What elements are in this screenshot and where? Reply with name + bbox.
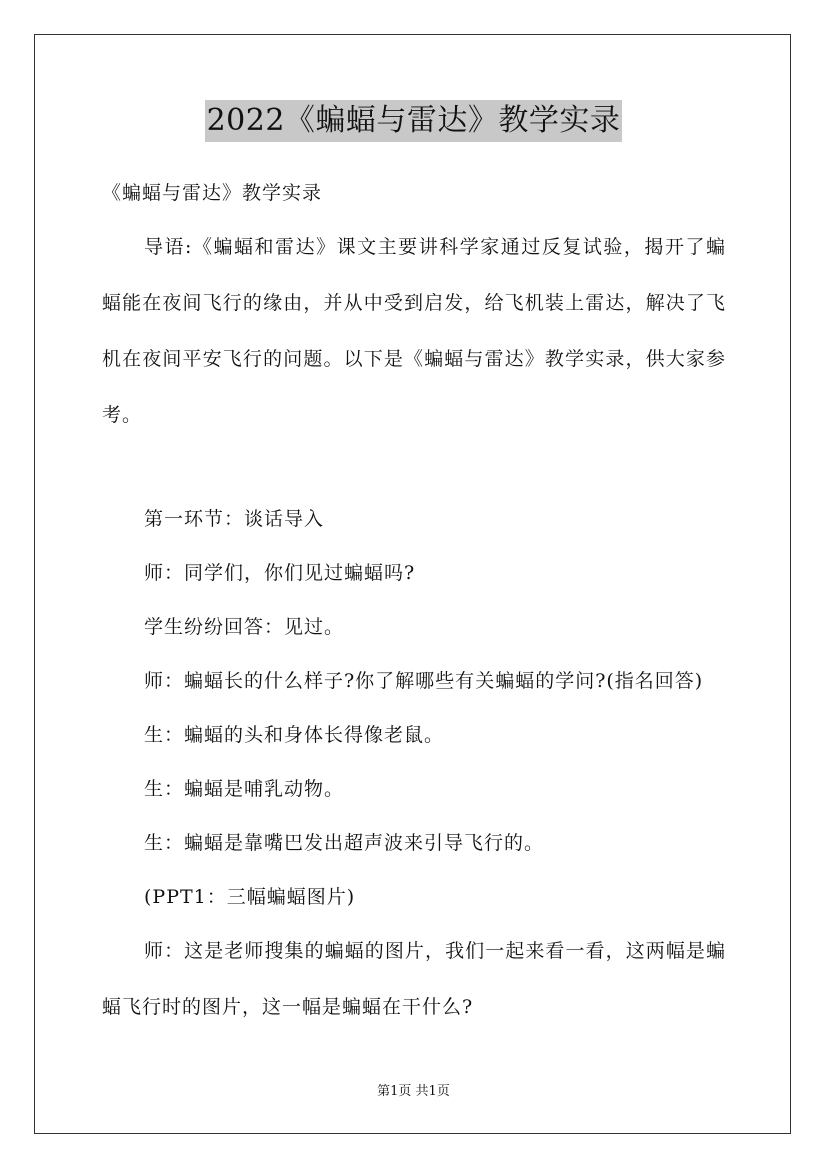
intro-paragraph: 导语:《蝙蝠和雷达》课文主要讲科学家通过反复试验，揭开了蝙蝠能在夜间飞行的缘由，并从中受到启发，给飞机装上雷达，解决了飞机在夜间平安飞行的问题。以下是《蝙蝠与雷达》教学实录，供大家参考。 bbox=[102, 236, 726, 426]
document-subtitle: 《蝙蝠与雷达》教学实录 bbox=[102, 182, 323, 204]
title-container bbox=[0, 100, 827, 142]
dialogue-line: 学生纷纷回答：见过。 bbox=[144, 616, 345, 638]
section-heading: 第一环节：谈话导入 bbox=[144, 508, 325, 530]
dialogue-line: 师：蝙蝠长的什么样子?你了解哪些有关蝙蝠的学问?(指名回答) bbox=[144, 670, 704, 692]
document-title: 2022《蝙蝠与雷达》教学实录 bbox=[205, 100, 623, 142]
dialogue-line: 生：蝙蝠的头和身体长得像老鼠。 bbox=[144, 724, 445, 746]
page-footer: 第1页 共1页 bbox=[377, 1084, 450, 1099]
dialogue-line: 生：蝙蝠是哺乳动物。 bbox=[144, 778, 345, 800]
ppt-note: (PPT1：三幅蝙蝠图片) bbox=[144, 886, 356, 908]
teacher-paragraph: 师：这是老师搜集的蝙蝠的图片，我们一起来看一看，这两幅是蝙蝠飞行时的图片，这一幅是蝙蝠在干什么? bbox=[102, 940, 726, 1018]
dialogue-line: 生：蝙蝠是靠嘴巴发出超声波来引导飞行的。 bbox=[144, 832, 545, 854]
dialogue-line: 师：同学们，你们见过蝙蝠吗? bbox=[144, 562, 416, 584]
